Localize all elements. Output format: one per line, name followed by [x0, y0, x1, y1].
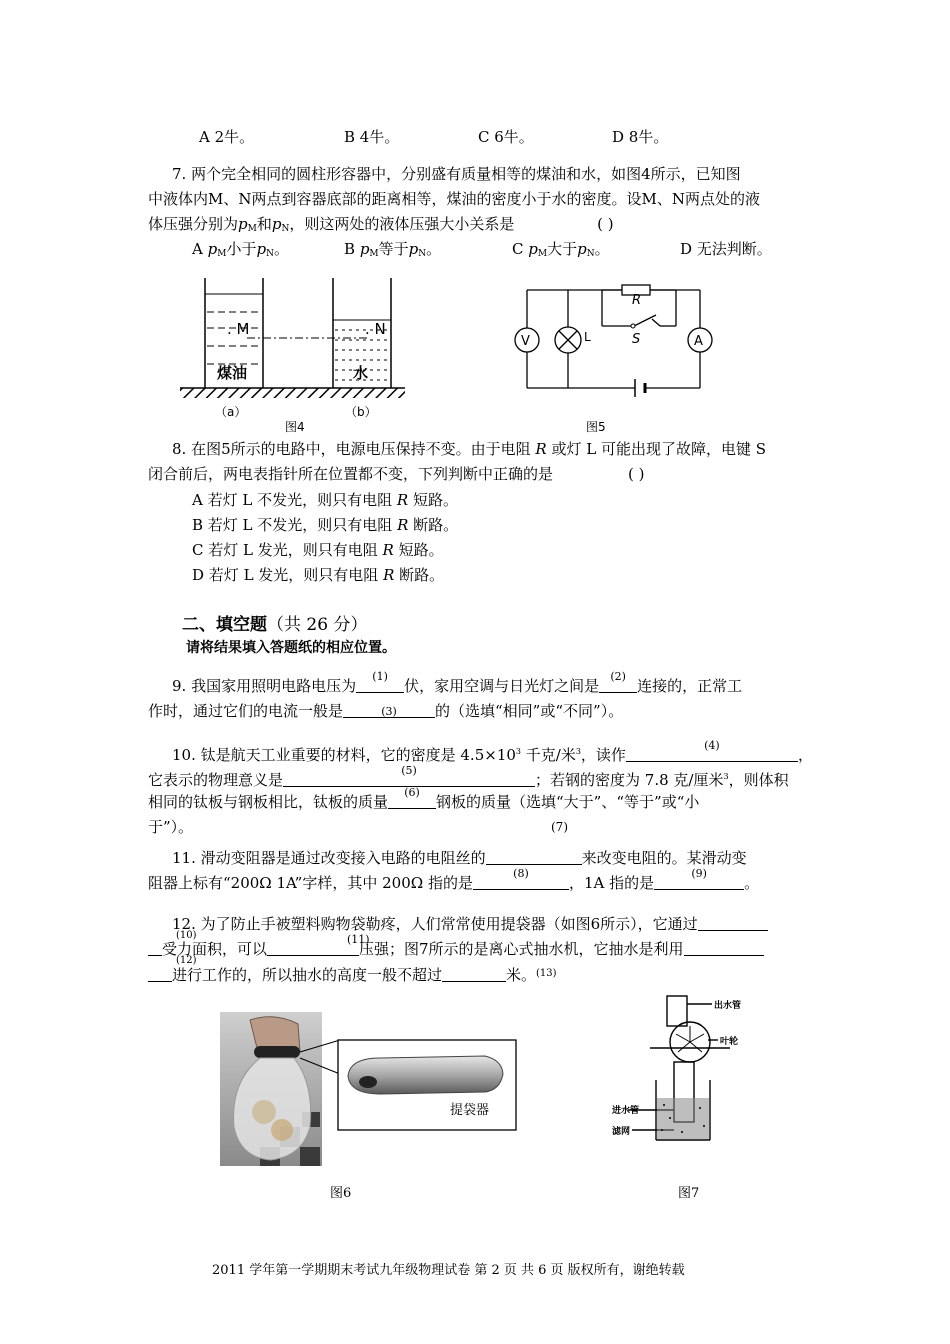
figure-4: [175, 270, 410, 435]
q10-line3: 相同的钛板与钢板相比，钛板的质量 (6) 钢板的质量（选填“大于”、“等于”或“小: [148, 786, 700, 811]
lamp-label: L: [584, 330, 591, 344]
q8-line1: 8. 在图5所示的电路中，电源电压保持不变。由于电阻 R 或灯 L 可能出现了故障，电键 S: [172, 440, 767, 458]
label-b: （b）: [345, 405, 377, 419]
q8-line2: 闭合前后，两电表指针所在位置都不变，下列判断中正确的是 ( ): [148, 465, 645, 483]
q12-line2: 受力面积，可以 (11) 压强；图7所示的是离心式抽水机，它抽水是利用: [148, 938, 764, 960]
water-level: [657, 1098, 709, 1139]
q6-option-a: A 2牛。: [199, 128, 255, 146]
q7-line1: 7. 两个完全相同的圆柱形容器中，分别盛有质量相等的煤油和水，如图4所示，已知图: [172, 165, 741, 183]
q8-option-c: C 若灯 L 发光，则只有电阻 R 短路。: [192, 541, 444, 559]
q9-line2: 作时，通过它们的电流一般是 (3) 的（选填“相同”或“不同”）。: [148, 702, 624, 720]
label-a: （a）: [215, 405, 247, 419]
switch-pivot: [631, 324, 635, 328]
bag-holder-zoom: [348, 1056, 503, 1094]
water-label: 水: [353, 364, 369, 382]
q7-option-c: C $p_M$大于$p_N$。: [512, 240, 610, 259]
figure-5: [510, 275, 725, 435]
q11-num-7: (7): [551, 820, 568, 834]
page-footer: 2011 学年第一学期期末考试九年级物理试卷 第 2 页 共 6 页 版权所有，谢绝转载: [212, 1263, 685, 1278]
figure-7-caption: 图7: [678, 1186, 700, 1201]
kerosene-label: 煤油: [217, 364, 248, 382]
q12-num-12: (12): [176, 955, 197, 966]
outlet-pipe-label: 出水管: [714, 1001, 742, 1011]
q8-option-d: D 若灯 L 发光，则只有电阻 R 断路。: [192, 566, 445, 584]
point-n-label: . N: [365, 320, 386, 338]
section-2-instruction: 请将结果填入答题纸的相应位置。: [186, 640, 396, 656]
filter-label: 滤网: [612, 1127, 631, 1137]
inlet-pipe-label: 进水管: [612, 1106, 640, 1116]
q6-option-d: D 8牛。: [612, 128, 669, 146]
bag-holder-label: 提袋器: [450, 1103, 490, 1118]
figure-7: [612, 990, 762, 1165]
q7-line3: 体压强分别为$p_M$和$p_N$，则这两处的液体压强大小关系是 ( ): [148, 215, 614, 234]
impeller-label: 叶轮: [720, 1037, 739, 1047]
q10-line2: 它表示的物理意义是 (5) ；若钢的密度为 7.8 克/厘米$^3$，则体积: [148, 764, 789, 789]
q7-option-d: D 无法判断。: [680, 240, 772, 258]
switch-label: S: [632, 332, 641, 347]
section-2-title: 二、填空题（共 26 分）: [182, 615, 368, 635]
ground-hatch: [180, 388, 405, 398]
q7-line2: 中液体内M、N两点到容器底部的距离相等，煤油的密度小于水的密度。设M、N两点处的液: [148, 190, 760, 208]
q6-option-c: C 6牛。: [478, 128, 534, 146]
handle-grip: [254, 1046, 300, 1058]
figure-4-caption: 图4: [285, 420, 305, 434]
q7-option-a: A $p_M$小于$p_N$。: [192, 240, 289, 259]
q7-option-b: B $p_M$等于$p_N$。: [344, 240, 442, 259]
q9-line1: 9. 我国家用照明电路电压为 (1) 伏，家用空调与日光灯之间是 (2) 连接的，正常工: [172, 670, 743, 695]
q12-num-10: (10): [176, 930, 197, 941]
q10-line4: 于”）。: [148, 818, 194, 836]
voltmeter-label: V: [521, 334, 530, 349]
q12-line1: 12. 为了防止手被塑料购物袋勒疼，人们常常使用提袋器（如图6所示），它通过: [172, 913, 768, 935]
figure-6-caption-text: 图6: [330, 1186, 352, 1201]
q8-option-a: A 若灯 L 不发光，则只有电阻 R 短路。: [192, 491, 458, 509]
q11-line2: 阻器上标有“200Ω 1A”字样，其中 200Ω 指的是 (8) ，1A 指的是 (9) 。: [148, 867, 760, 892]
q6-option-b: B 4牛。: [344, 128, 400, 146]
q10-line1: 10. 钛是航天工业重要的材料，它的密度是 $4.5\times 10^3$ 千克/米$^3$，读作 (4) ，: [172, 739, 813, 764]
q8-option-b: B 若灯 L 不发光，则只有电阻 R 断路。: [192, 516, 459, 534]
q11-line1: 11. 滑动变阻器是通过改变接入电路的电阻丝的 来改变电阻的。某滑动变: [172, 849, 747, 867]
q12-line3: 进行工作的，所以抽水的高度一般不超过 米。$^{(13)}$: [148, 963, 557, 986]
point-m-label: . M: [227, 320, 250, 338]
figure-6: [220, 1012, 518, 1168]
figure-5-caption: 图5: [586, 420, 606, 434]
ammeter-label: A: [694, 334, 703, 349]
resistor-label: R: [632, 293, 642, 308]
